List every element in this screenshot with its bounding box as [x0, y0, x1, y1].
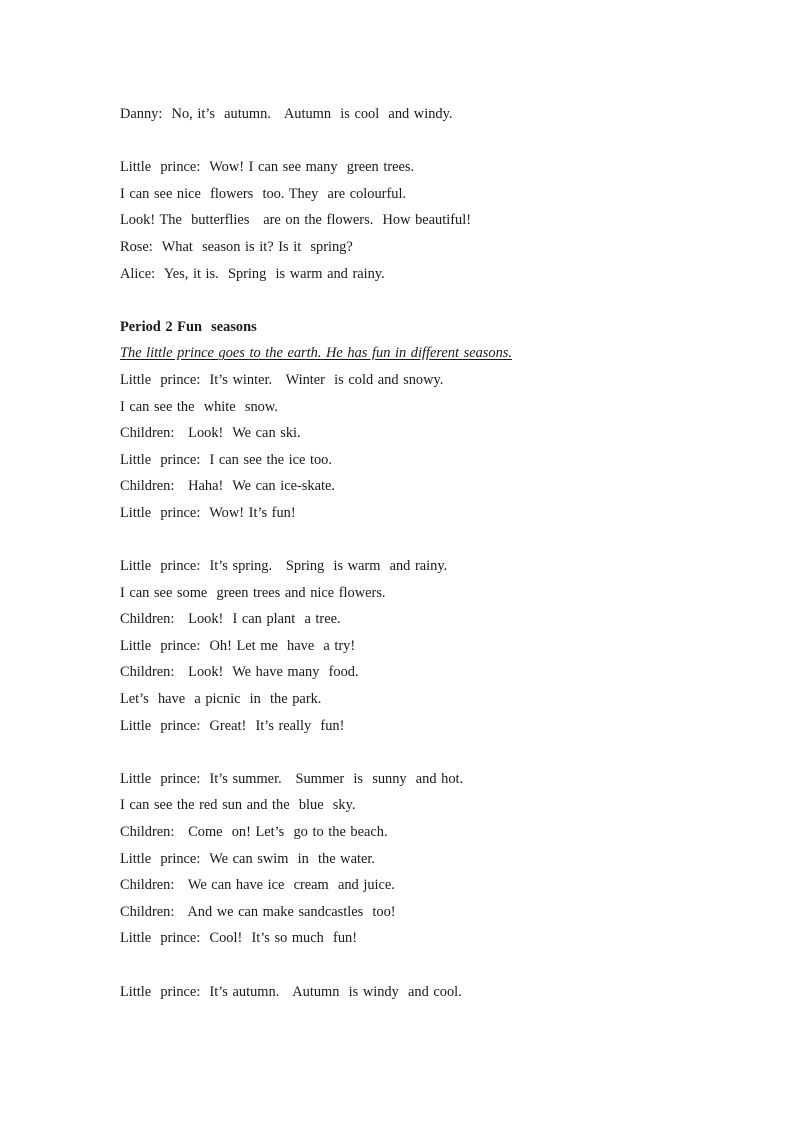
paragraph-gap	[120, 527, 720, 554]
text-line: Little prince: It’s summer. Summer is sunny and hot.	[120, 770, 464, 787]
text-line: Danny: No, it’s autumn. Autumn is cool and windy.	[120, 106, 453, 122]
section-heading: Period 2 Fun seasons	[120, 318, 257, 335]
paragraph-gap	[120, 287, 720, 314]
text-line: I can see some green trees and nice flowers.	[120, 584, 386, 601]
text-line: Rose: What season is it? Is it spring?	[120, 238, 353, 255]
paragraph-gap	[120, 128, 720, 155]
text-line: Children: Look! We can ski.	[120, 425, 301, 442]
text-line: Little prince: It’s winter. Winter is cold and snowy.	[120, 371, 444, 388]
section-intro: The little prince goes to the earth. He has fun in different seasons.	[120, 345, 512, 362]
text-line: Little prince: Wow! It’s fun!	[120, 504, 296, 521]
text-line: Little prince: Oh! Let me have a try!	[120, 637, 356, 654]
text-line: Children: Look! We have many food.	[120, 664, 359, 681]
text-line: Little prince: I can see the ice too.	[120, 451, 332, 468]
text-line: Little prince: It’s spring. Spring is warm and rainy.	[120, 558, 448, 575]
text-line: I can see the white snow.	[120, 398, 278, 415]
text-line: I can see nice flowers too. They are colourful.	[120, 185, 407, 202]
text-line: Children: Look! I can plant a tree.	[120, 611, 341, 628]
text-line: Little prince: Cool! It’s so much fun!	[120, 930, 358, 947]
text-line: Little prince: Great! It’s really fun!	[120, 717, 345, 734]
text-line: Children: Haha! We can ice-skate.	[120, 478, 335, 495]
text-line: Little prince: Wow! I can see many green trees.	[120, 159, 415, 176]
text-line: I can see the red sun and the blue sky.	[120, 797, 356, 814]
text-line: Little prince: We can swim in the water.	[120, 850, 375, 867]
text-line: Little prince: It’s autumn. Autumn is windy and cool.	[120, 983, 462, 1000]
paragraph-gap	[120, 739, 720, 766]
paragraph-gap	[120, 952, 720, 979]
text-line: Children: We can have ice cream and juice.	[120, 877, 395, 894]
text-line: Children: And we can make sandcastles too!	[120, 903, 396, 920]
text-line: Children: Come on! Let’s go to the beach.	[120, 824, 388, 841]
document-page	[120, 101, 720, 1005]
text-line: Alice: Yes, it is. Spring is warm and rainy.	[120, 265, 385, 282]
text-line: Let’s have a picnic in the park.	[120, 691, 322, 708]
text-line: Look! The butterflies are on the flowers. How beautiful!	[120, 212, 472, 229]
